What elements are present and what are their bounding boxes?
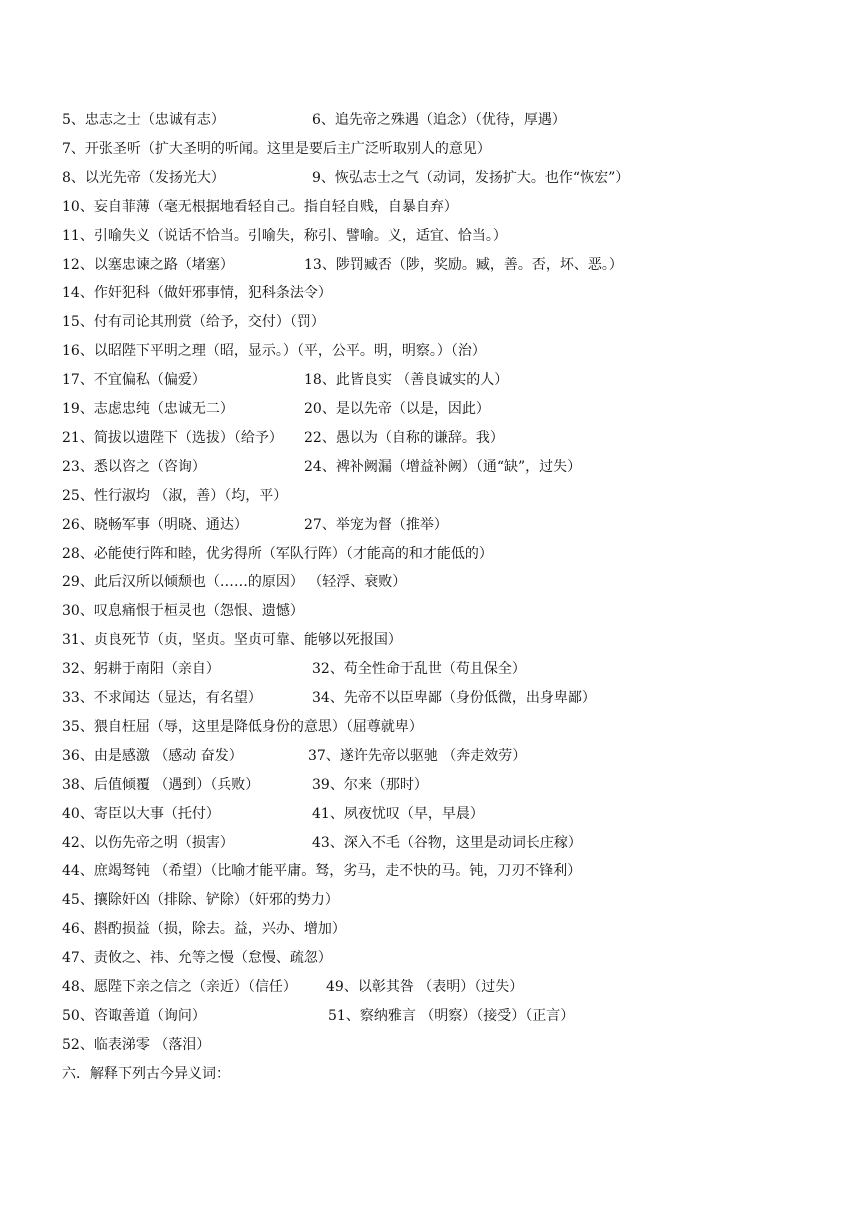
entry-line <box>62 485 832 507</box>
entry-text: 21、简拔以遗陛下（选拔）（给予） <box>62 429 283 446</box>
entry-line <box>62 687 832 709</box>
entry-line <box>62 832 832 854</box>
entry-text: 44、庶竭驽钝 （希望）（比喻才能平庸。驽，劣马，走不快的马。钝，刀刃不锋利） <box>62 863 582 880</box>
entry-text: 六．解释下列古今异义词： <box>62 1065 230 1082</box>
entry-text-secondary: 37、遂许先帝以驱驰 （奔走效劳） <box>308 747 527 764</box>
entry-line <box>62 109 832 131</box>
entry-text: 32、躬耕于南阳（亲自） <box>62 661 220 678</box>
entry-line <box>62 629 832 651</box>
entry-text: 48、愿陛下亲之信之（亲近）（信任） <box>62 979 297 995</box>
entry-line <box>62 1005 832 1027</box>
entry-text-secondary: 20、是以先帝（以是，因此） <box>304 401 490 417</box>
entry-text: 46、斟酌损益（损，除去。益，兴办、增加） <box>62 921 346 938</box>
entry-text: 31、贞良死节（贞，坚贞。坚贞可靠、能够以死报国） <box>62 632 402 649</box>
entry-text: 35、猥自枉屈（辱，这里是降低身份的意思）（屈尊就卑） <box>62 718 423 735</box>
entry-text: 14、作奸犯科（做奸邪事情，犯科条法令） <box>62 285 332 302</box>
entry-line <box>62 658 832 680</box>
entry-text-secondary: 18、此皆良实 （善良诚实的人） <box>304 372 509 389</box>
entry-text-secondary: 27、举宠为督（推举） <box>304 516 448 533</box>
entry-line <box>62 918 832 940</box>
entry-line <box>62 889 832 911</box>
entry-text: 16、以昭陛下平明之理（昭，显示。）（平，公平。明，明察。）（治） <box>62 343 486 360</box>
entry-line <box>62 543 832 565</box>
entry-line <box>62 716 832 738</box>
entry-text: 11、引喻失义（说话不恰当。引喻失，称引、譬喻。义，适宜、恰当。） <box>62 227 507 244</box>
entry-text-secondary: 49、以彰其咎 （表明）（过失） <box>326 979 524 995</box>
entry-text: 28、必能使行阵和睦，优劣得所（军队行阵）（才能高的和才能低的） <box>62 545 493 562</box>
entry-text: 15、付有司论其刑赏（给予，交付）（罚） <box>62 314 325 331</box>
entry-text-secondary: 32、苟全性命于乱世（苟且保全） <box>312 661 526 678</box>
entry-text: 30、叹息痛恨于桓灵也（怨恨、遗憾） <box>62 603 304 620</box>
entry-text: 10、妄自菲薄（毫无根据地看轻自己。指自轻自贱，自暴自弃） <box>62 198 458 215</box>
entry-text-secondary: 43、深入不毛（谷物，这里是动词长庄稼） <box>312 834 582 851</box>
entry-text: 50、咨诹善道（询问） <box>62 1007 206 1024</box>
entry-line <box>62 514 832 536</box>
entry-text-secondary: 51、察纳雅言 （明察）（接受）（正言） <box>328 1007 575 1024</box>
entry-line <box>62 803 832 825</box>
entry-line <box>62 254 832 276</box>
entry-line <box>62 976 832 998</box>
entry-line <box>62 138 832 160</box>
entry-text-secondary: 9、恢弘志士之气（动词，发扬扩大。也作“恢宏”） <box>312 169 630 186</box>
entry-text: 33、不求闻达（显达，有名望） <box>62 690 262 706</box>
entry-text: 38、后值倾覆 （遇到）（兵败） <box>62 776 260 793</box>
entry-text: 17、不宜偏私（偏爱） <box>62 372 206 389</box>
entry-line <box>62 282 832 304</box>
entry-line <box>62 745 832 767</box>
entry-text: 7、开张圣听（扩大圣明的听闻。这里是要后主广泛听取别人的意见） <box>62 140 491 157</box>
entry-text: 26、晓畅军事（明晓、通达） <box>62 516 248 533</box>
entry-text: 12、以塞忠谏之路（堵塞） <box>62 256 234 273</box>
entry-text-secondary: 34、先帝不以臣卑鄙（身份低微，出身卑鄙） <box>312 690 596 706</box>
entry-text: 23、悉以咨之（咨询） <box>62 458 206 475</box>
entry-text-secondary: 22、愚以为（自称的谦辞。我） <box>304 429 504 446</box>
entry-line <box>62 774 832 796</box>
entry-line <box>62 947 832 969</box>
entry-text: 36、由是感激 （感动 奋发） <box>62 747 243 764</box>
entry-line <box>62 167 832 189</box>
entry-line <box>62 340 832 362</box>
entry-line <box>62 196 832 218</box>
entry-line <box>62 456 832 478</box>
entry-line <box>62 427 832 449</box>
entry-text: 42、以伤先帝之明（损害） <box>62 834 234 851</box>
entry-line <box>62 571 832 593</box>
entry-text: 5、忠志之士（忠诚有志） <box>62 112 225 128</box>
entry-line <box>62 1034 832 1056</box>
entry-text: 40、寄臣以大事（托付） <box>62 805 220 822</box>
entry-line <box>62 369 832 391</box>
entry-line <box>62 860 832 882</box>
entry-line <box>62 398 832 420</box>
entry-text-secondary: 41、夙夜忧叹（早，早晨） <box>312 805 484 822</box>
entry-text-secondary: 6、追先帝之殊遇（追念）（优待，厚遇） <box>312 112 566 128</box>
entry-text-secondary: 13、陟罚臧否（陟，奖励。臧，善。否，坏、恶。） <box>304 256 623 273</box>
entry-text: 47、责攸之、祎、允等之慢（怠慢、疏忽） <box>62 950 332 967</box>
entry-text-secondary: 24、裨补阙漏（增益补阙）（通“缺”，过失） <box>304 458 582 475</box>
entry-line <box>62 311 832 333</box>
entry-text: 52、临表涕零 （落泪） <box>62 1036 211 1053</box>
entry-text: 45、攘除奸凶（排除、铲除）（奸邪的势力） <box>62 892 339 909</box>
entry-text: 25、性行淑均 （淑，善）（均，平） <box>62 487 288 504</box>
entry-line <box>62 600 832 622</box>
entry-text: 8、以光先帝（发扬光大） <box>62 169 225 186</box>
entry-line <box>62 1063 832 1085</box>
entry-text-secondary: 39、尔来（那时） <box>312 776 428 793</box>
entry-line <box>62 225 832 247</box>
entry-text: 29、此后汉所以倾颓也（……的原因） （轻浮、衰败） <box>62 574 407 591</box>
entry-text: 19、志虑忠纯（忠诚无二） <box>62 401 234 417</box>
